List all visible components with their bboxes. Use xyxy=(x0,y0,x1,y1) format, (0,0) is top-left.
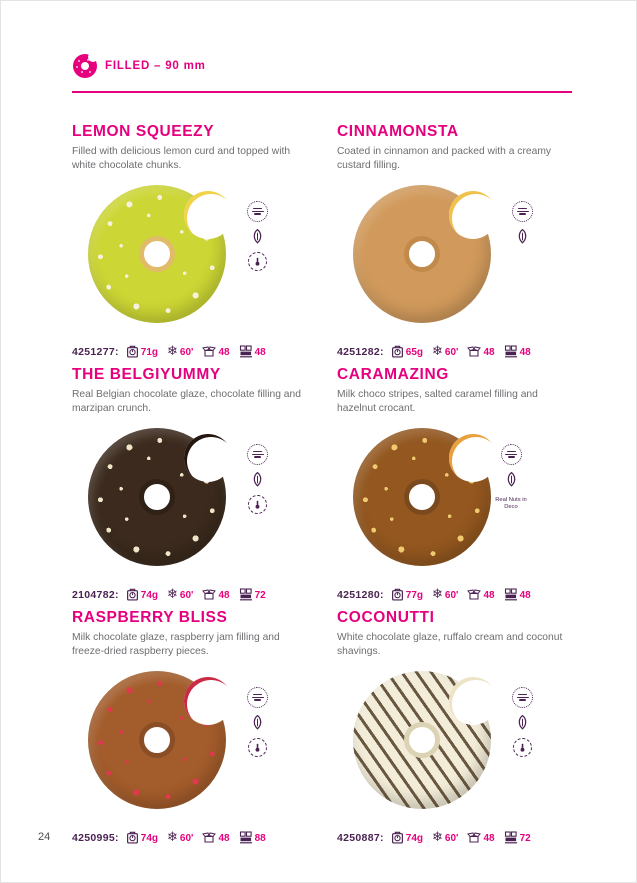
product-card-lemon-squeezy xyxy=(72,123,312,366)
donut-bite xyxy=(449,191,497,239)
pallet-value: 48 xyxy=(519,590,531,601)
weight-spec xyxy=(126,831,158,844)
product-card-coconutti xyxy=(337,609,577,852)
donut-hole xyxy=(404,479,440,515)
product-card-cinnamonsta xyxy=(337,123,577,366)
product-description: Real Belgian chocolate glaze, chocolate filling and marzipan crunch. xyxy=(72,389,301,414)
kitchen-scale-icon xyxy=(391,588,404,601)
product-title: CARAMAZING xyxy=(337,366,449,383)
pallet-value: 72 xyxy=(254,590,266,601)
donut-image xyxy=(353,185,491,323)
header-divider xyxy=(72,91,572,93)
product-title: THE BELGIYUMMY xyxy=(72,366,221,383)
pallet-boxes-icon xyxy=(239,831,253,844)
pallet-value: 72 xyxy=(519,833,531,844)
pallet-spec xyxy=(504,345,531,358)
category-header xyxy=(72,52,572,79)
badge-column xyxy=(247,444,268,514)
page-number: 24 xyxy=(38,831,51,843)
open-box-icon xyxy=(467,345,481,358)
product-image-area xyxy=(337,665,577,817)
product-title: RASPBERRY BLISS xyxy=(72,609,228,626)
donut-image xyxy=(353,671,491,809)
scalloped-seal-icon xyxy=(512,201,533,222)
kitchen-scale-icon xyxy=(391,831,404,844)
carton-spec xyxy=(202,831,229,844)
carton-value: 48 xyxy=(218,347,230,358)
open-box-icon xyxy=(202,831,216,844)
product-description: Filled with delicious lemon curd and topped with white chocolate chunks. xyxy=(72,146,291,171)
scalloped-seal-icon xyxy=(247,201,268,222)
open-box-icon xyxy=(467,831,481,844)
scalloped-seal-icon xyxy=(501,444,522,465)
thermometer-icon xyxy=(248,495,267,514)
donut-image xyxy=(88,185,226,323)
product-card-raspberry-bliss xyxy=(72,609,312,852)
scalloped-seal-icon xyxy=(247,444,268,465)
kitchen-scale-icon xyxy=(126,831,139,844)
product-description: White chocolate glaze, ruffalo cream and coconut shavings. xyxy=(337,632,563,657)
pallet-spec xyxy=(504,831,531,844)
defrost-spec xyxy=(167,829,194,845)
badge-column xyxy=(512,201,533,247)
pallet-spec xyxy=(239,588,266,601)
product-title: CINNAMONSTA xyxy=(337,123,459,140)
weight-spec xyxy=(391,345,423,358)
donut-bite xyxy=(184,677,232,725)
defrost-spec xyxy=(432,586,459,602)
defrost-value: 60' xyxy=(444,346,459,358)
product-code: 4251282: xyxy=(337,345,384,358)
snowflake-icon: ❄ xyxy=(167,343,178,359)
product-card-belgiyummy xyxy=(72,366,312,609)
defrost-value: 60' xyxy=(179,832,194,844)
open-box-icon xyxy=(202,345,216,358)
spec-row xyxy=(337,831,540,844)
leaf-icon xyxy=(501,470,521,490)
product-image-area xyxy=(72,179,312,331)
defrost-spec xyxy=(167,343,194,359)
product-title: COCONUTTI xyxy=(337,609,435,626)
carton-value: 48 xyxy=(218,833,230,844)
carton-value: 48 xyxy=(218,590,230,601)
carton-spec xyxy=(467,345,494,358)
open-box-icon xyxy=(467,588,481,601)
donut-image xyxy=(88,428,226,566)
donut-bite xyxy=(449,677,497,725)
product-description: Milk choco stripes, salted caramel filling and hazelnut crocant. xyxy=(337,389,538,414)
snowflake-icon: ❄ xyxy=(167,829,178,845)
defrost-value: 60' xyxy=(444,832,459,844)
donut-hole xyxy=(404,722,440,758)
product-image-area xyxy=(337,422,577,574)
leaf-icon xyxy=(513,227,533,247)
weight-spec xyxy=(391,831,423,844)
donut-hole xyxy=(139,479,175,515)
pallet-value: 48 xyxy=(254,347,266,358)
spec-row xyxy=(72,588,275,601)
weight-spec xyxy=(391,588,423,601)
donut-bite xyxy=(184,191,232,239)
weight-value: 74g xyxy=(405,833,424,844)
product-image-area xyxy=(72,422,312,574)
snowflake-icon: ❄ xyxy=(432,343,443,359)
snowflake-icon: ❄ xyxy=(432,829,443,845)
weight-value: 74g xyxy=(140,590,159,601)
pallet-boxes-icon xyxy=(239,588,253,601)
pallet-spec xyxy=(239,831,266,844)
kitchen-scale-icon xyxy=(391,345,404,358)
donut-bite-icon xyxy=(72,52,99,79)
product-grid xyxy=(72,123,572,852)
product-code: 2104782: xyxy=(72,588,119,601)
donut-bite xyxy=(184,434,232,482)
defrost-value: 60' xyxy=(444,589,459,601)
badge-column xyxy=(512,687,533,757)
defrost-value: 60' xyxy=(179,589,194,601)
weight-spec xyxy=(126,588,158,601)
product-image-area xyxy=(337,179,577,331)
product-code: 4251277: xyxy=(72,345,119,358)
carton-value: 48 xyxy=(483,347,495,358)
spec-row xyxy=(72,831,275,844)
pallet-boxes-icon xyxy=(504,831,518,844)
donut-image xyxy=(88,671,226,809)
pallet-spec xyxy=(504,588,531,601)
defrost-spec xyxy=(432,829,459,845)
pallet-boxes-icon xyxy=(239,345,253,358)
snowflake-icon: ❄ xyxy=(167,586,178,602)
leaf-icon xyxy=(248,713,268,733)
kitchen-scale-icon xyxy=(126,345,139,358)
carton-spec xyxy=(467,831,494,844)
pallet-value: 88 xyxy=(254,833,266,844)
spec-row xyxy=(337,588,540,601)
spec-row xyxy=(72,345,275,358)
defrost-spec xyxy=(167,586,194,602)
nuts-in-deco-note: Real Nuts in Deco xyxy=(495,496,527,511)
thermometer-icon xyxy=(248,252,267,271)
carton-spec xyxy=(467,588,494,601)
defrost-spec xyxy=(432,343,459,359)
badge-column xyxy=(247,201,268,271)
product-image-area xyxy=(72,665,312,817)
product-code: 4250995: xyxy=(72,831,119,844)
donut-hole xyxy=(404,236,440,272)
carton-spec xyxy=(202,345,229,358)
pallet-boxes-icon xyxy=(504,345,518,358)
product-title: LEMON SQUEEZY xyxy=(72,123,215,140)
spec-row xyxy=(337,345,540,358)
donut-image xyxy=(353,428,491,566)
product-card-caramazing xyxy=(337,366,577,609)
defrost-value: 60' xyxy=(179,346,194,358)
product-code: 4250887: xyxy=(337,831,384,844)
pallet-spec xyxy=(239,345,266,358)
carton-value: 48 xyxy=(483,590,495,601)
scalloped-seal-icon xyxy=(247,687,268,708)
carton-value: 48 xyxy=(483,833,495,844)
product-description: Milk chocolate glaze, raspberry jam filling and freeze-dried raspberry pieces. xyxy=(72,632,280,657)
weight-value: 74g xyxy=(140,833,159,844)
product-code: 4251280: xyxy=(337,588,384,601)
donut-hole xyxy=(139,236,175,272)
scalloped-seal-icon xyxy=(512,687,533,708)
weight-value: 71g xyxy=(140,347,159,358)
leaf-icon xyxy=(248,470,268,490)
weight-value: 65g xyxy=(405,347,424,358)
open-box-icon xyxy=(202,588,216,601)
weight-spec xyxy=(126,345,158,358)
kitchen-scale-icon xyxy=(126,588,139,601)
carton-spec xyxy=(202,588,229,601)
leaf-icon xyxy=(513,713,533,733)
donut-hole xyxy=(139,722,175,758)
weight-value: 77g xyxy=(405,590,424,601)
thermometer-icon xyxy=(248,738,267,757)
badge-column xyxy=(247,687,268,757)
category-title: FILLED – 90 mm xyxy=(105,59,206,72)
badge-column xyxy=(489,444,533,512)
pallet-value: 48 xyxy=(519,347,531,358)
pallet-boxes-icon xyxy=(504,588,518,601)
leaf-icon xyxy=(248,227,268,247)
thermometer-icon xyxy=(513,738,532,757)
product-description: Coated in cinnamon and packed with a creamy custard filling. xyxy=(337,146,552,171)
snowflake-icon: ❄ xyxy=(432,586,443,602)
